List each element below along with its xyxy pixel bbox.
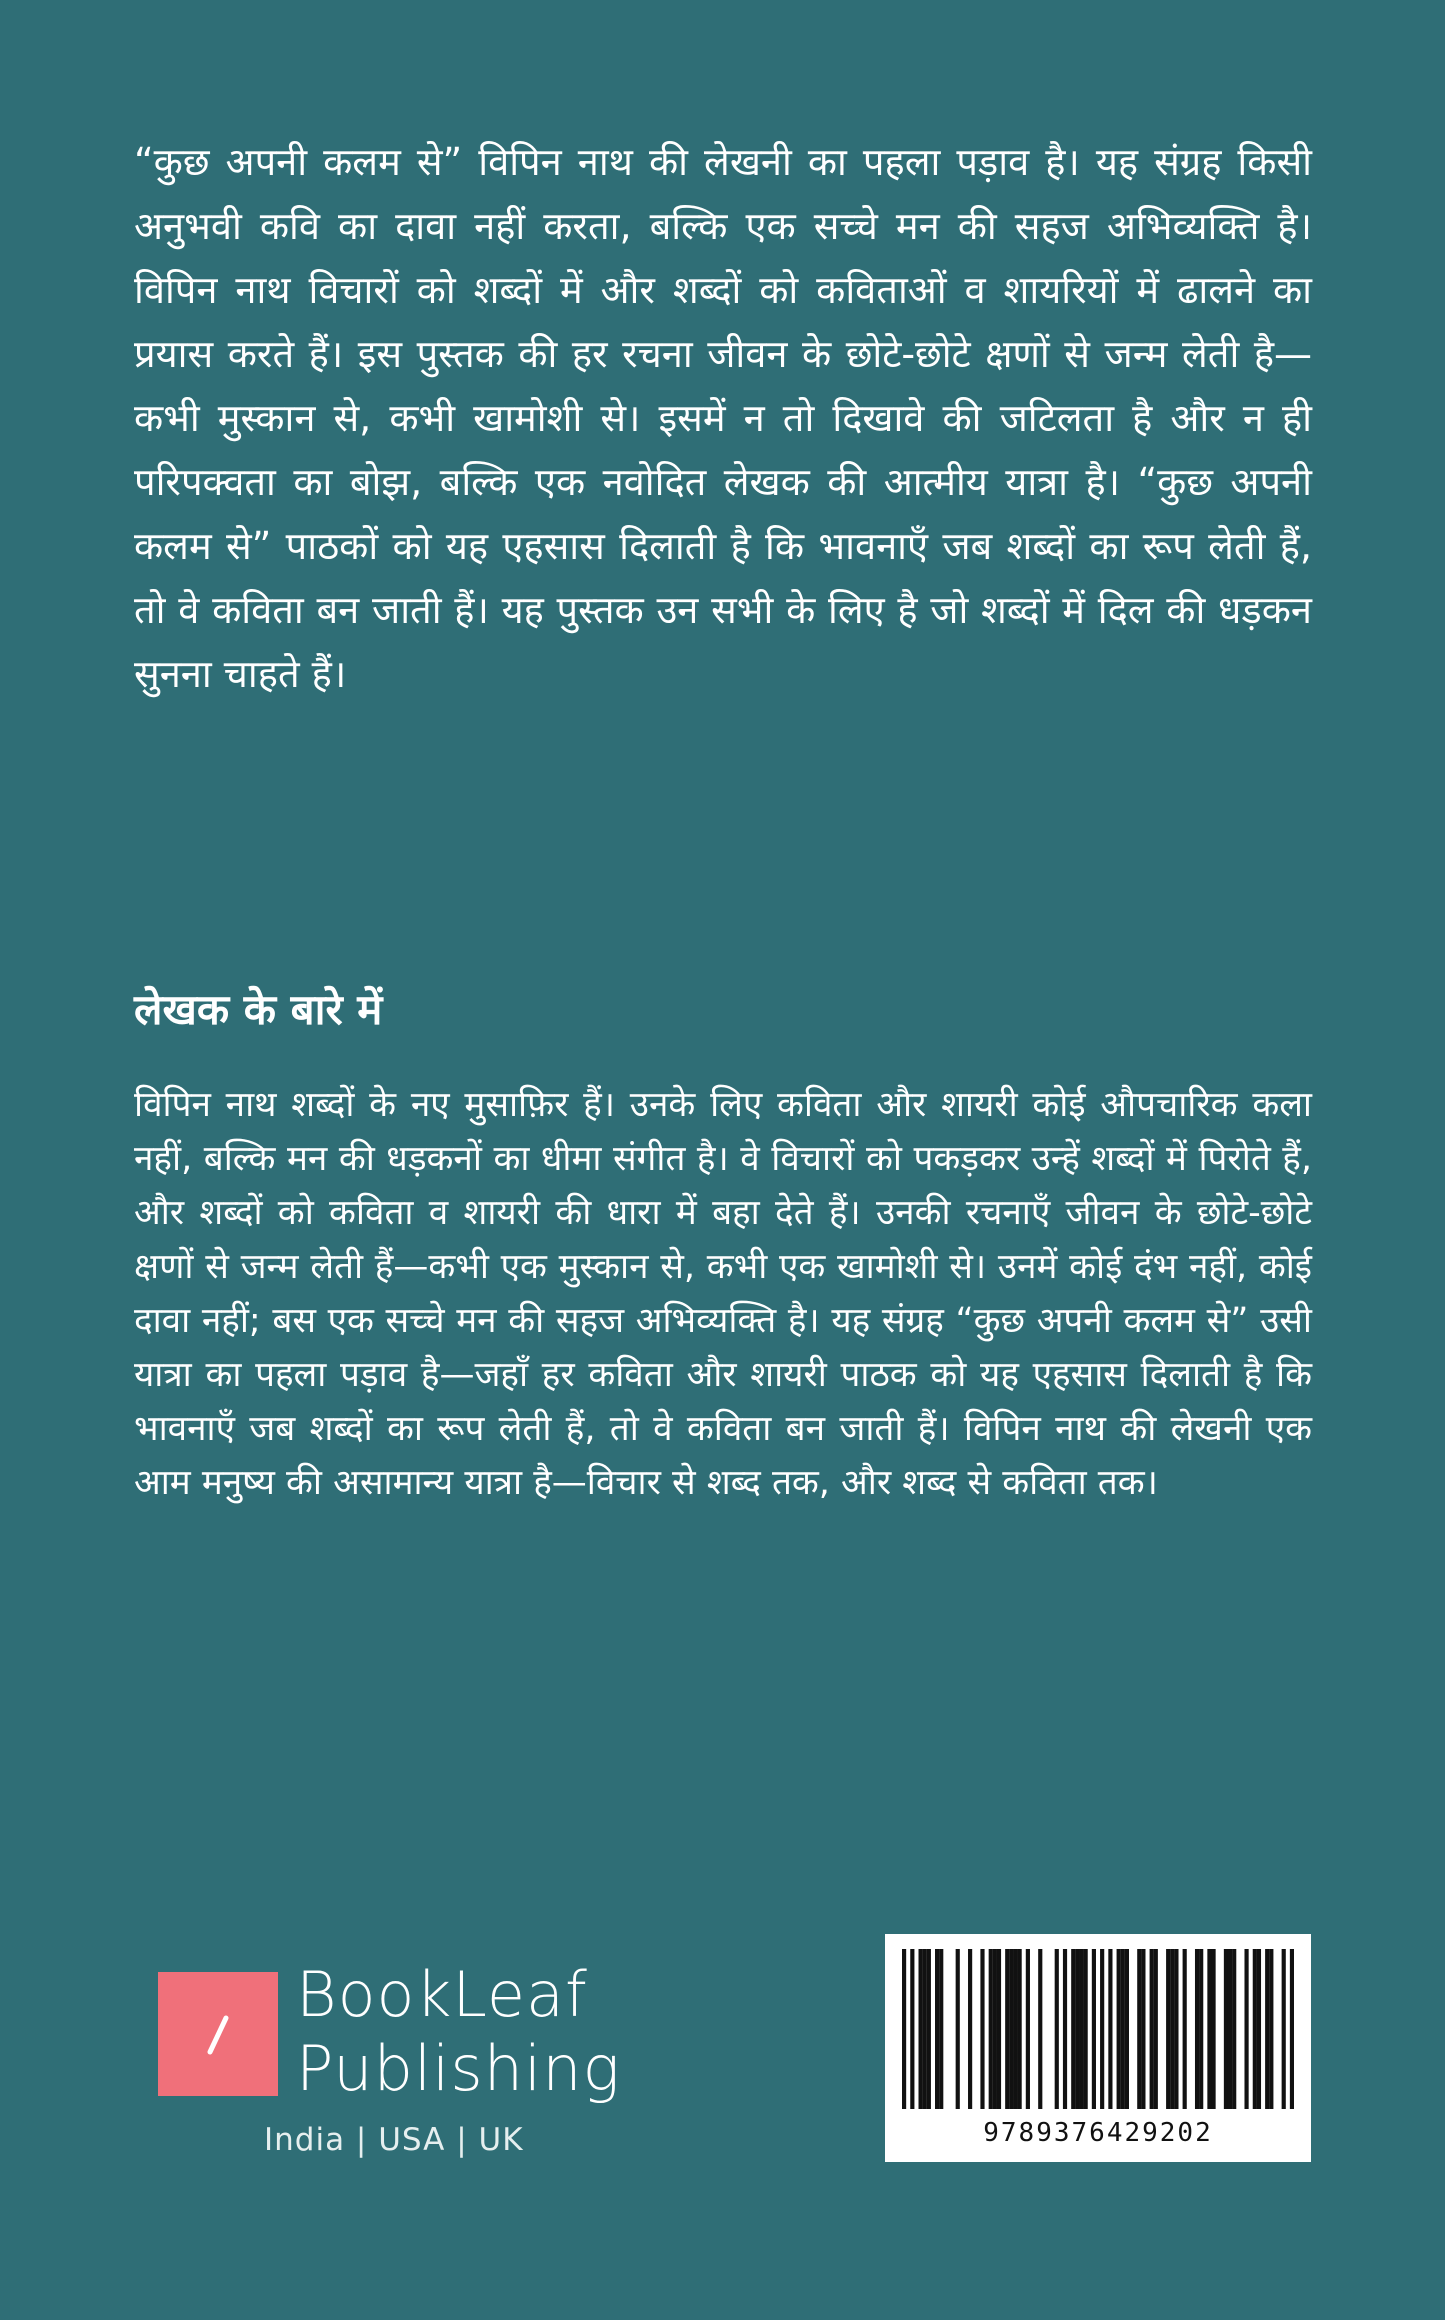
- barcode-bar: [1174, 1949, 1178, 2109]
- barcode-bar: [902, 1949, 906, 2109]
- barcode: [885, 1934, 1311, 2162]
- barcode-bar: [927, 1949, 931, 2109]
- barcode-bar: [1038, 1949, 1042, 2109]
- publisher-name: BookLeaf Publishing: [296, 1958, 621, 2105]
- barcode-bar: [1141, 1949, 1145, 2109]
- about-author-text: विपिन नाथ शब्दों के नए मुसाफ़िर हैं। उनके लिए कविता और शायरी कोई औपचारिक कला नहीं, बल्कि मन की धड़कनों का धीमा संगीत है। वे विचारों को पकड़कर उन्हें शब्दों में पिरोते हैं, और शब्दों को कविता व शायरी की धारा में बहा देते हैं। उनकी रचनाएँ जीवन के छोटे-छोटे क्षणों से जन्म लेती हैं—कभी एक मुस्कान से, कभी एक खामोशी से। उनमें कोई दंभ नहीं, कोई दावा नहीं; बस एक सच्चे मन की सहज अभिव्यक्ति है। यह संग्रह “कुछ अपनी कलम से” उसी यात्रा का पहला पड़ाव है—जहाँ हर कविता और शायरी पाठक को यह एहसास दिलाती है कि भावनाएँ जब शब्दों का रूप लेती हैं, तो वे कविता बन जाती हैं। विपिन नाथ की लेखनी एक आम मनुष्य की असामान्य यात्रा है—विचार से शब्द तक, और शब्द से कविता तक।: [134, 1085, 1312, 1503]
- barcode-bar: [1253, 1949, 1257, 2109]
- barcode-bar: [1121, 1949, 1125, 2109]
- barcode-bars: [902, 1949, 1294, 2109]
- barcode-bar: [1150, 1949, 1154, 2109]
- barcode-bar: [919, 1949, 923, 2109]
- book-blurb: “कुछ अपनी कलम से” विपिन नाथ की लेखनी का पहला पड़ाव है। यह संग्रह किसी अनुभवी कवि का दावा नहीं करता, बल्कि एक सच्चे मन की सहज अभिव्यक्ति है। विपिन नाथ विचारों को शब्दों में और शब्दों को कविताओं व शायरियों में ढालने का प्रयास करते हैं। इस पुस्तक की हर रचना जीवन के छोटे-छोटे क्षणों से जन्म लेती है—कभी मुस्कान से, कभी खामोशी से। इसमें न तो दिखावे की जटिलता है और न ही परिपक्वता का बोझ, बल्कि एक नवोदित लेखक की आत्मीय यात्रा है। “कुछ अपनी कलम से” पाठकों को यह एहसास दिलाती है कि भावनाएँ जब शब्दों का रूप लेती हैं, तो वे कविता बन जाती हैं। यह पुस्तक उन सभी के लिए है जो शब्दों में दिल की धड़कन सुनना चाहते हैं।: [134, 140, 1312, 696]
- barcode-bar: [1199, 1949, 1203, 2109]
- barcode-bar: [1075, 1949, 1079, 2109]
- barcode-bar: [1224, 1949, 1228, 2109]
- barcode-bar: [1018, 1949, 1022, 2109]
- barcode-bar: [1244, 1949, 1248, 2109]
- barcode-bar: [1063, 1949, 1067, 2109]
- barcode-bar: [923, 1949, 927, 2109]
- barcode-bar: [1195, 1949, 1199, 2109]
- barcode-bar: [968, 1949, 972, 2109]
- barcode-bar: [1211, 1949, 1215, 2109]
- barcode-bar: [1282, 1949, 1286, 2109]
- barcode-bar: [1055, 1949, 1059, 2109]
- barcode-bar: [993, 1949, 997, 2109]
- barcode-bar: [997, 1949, 1001, 2109]
- barcode-bar: [980, 1949, 984, 2109]
- barcode-bar: [939, 1949, 943, 2109]
- barcode-bar: [1009, 1949, 1013, 2109]
- about-author-heading: लेखक के बारे में: [134, 985, 383, 1034]
- publisher-regions: India | USA | UK: [264, 2122, 524, 2158]
- barcode-bar: [1290, 1949, 1294, 2109]
- barcode-bar: [1026, 1949, 1030, 2109]
- barcode-bar: [1117, 1949, 1121, 2109]
- barcode-bar: [1154, 1949, 1158, 2109]
- barcode-bar: [1005, 1949, 1009, 2109]
- barcode-bar: [910, 1949, 914, 2109]
- isbn-number: 9789376429202: [983, 2118, 1213, 2148]
- barcode-bar: [1084, 1949, 1088, 2109]
- barcode-bar: [1013, 1949, 1017, 2109]
- barcode-bar: [1228, 1949, 1232, 2109]
- barcode-bar: [1269, 1949, 1273, 2109]
- barcode-bar: [989, 1949, 993, 2109]
- barcode-bar: [1166, 1949, 1170, 2109]
- barcode-bar: [1137, 1949, 1141, 2109]
- barcode-bar: [935, 1949, 939, 2109]
- barcode-bar: [1265, 1949, 1269, 2109]
- barcode-bar: [1079, 1949, 1083, 2109]
- barcode-bar: [1183, 1949, 1187, 2109]
- barcode-bar: [1257, 1949, 1261, 2109]
- barcode-bar: [1071, 1949, 1075, 2109]
- barcode-bar: [956, 1949, 960, 2109]
- slash-icon: [158, 1972, 278, 2096]
- barcode-bar: [1108, 1949, 1112, 2109]
- barcode-bar: [1125, 1949, 1129, 2109]
- barcode-bar: [1232, 1949, 1236, 2109]
- barcode-bar: [1170, 1949, 1174, 2109]
- barcode-bar: [1100, 1949, 1104, 2109]
- barcode-bar: [1092, 1949, 1096, 2109]
- barcode-bar: [1207, 1949, 1211, 2109]
